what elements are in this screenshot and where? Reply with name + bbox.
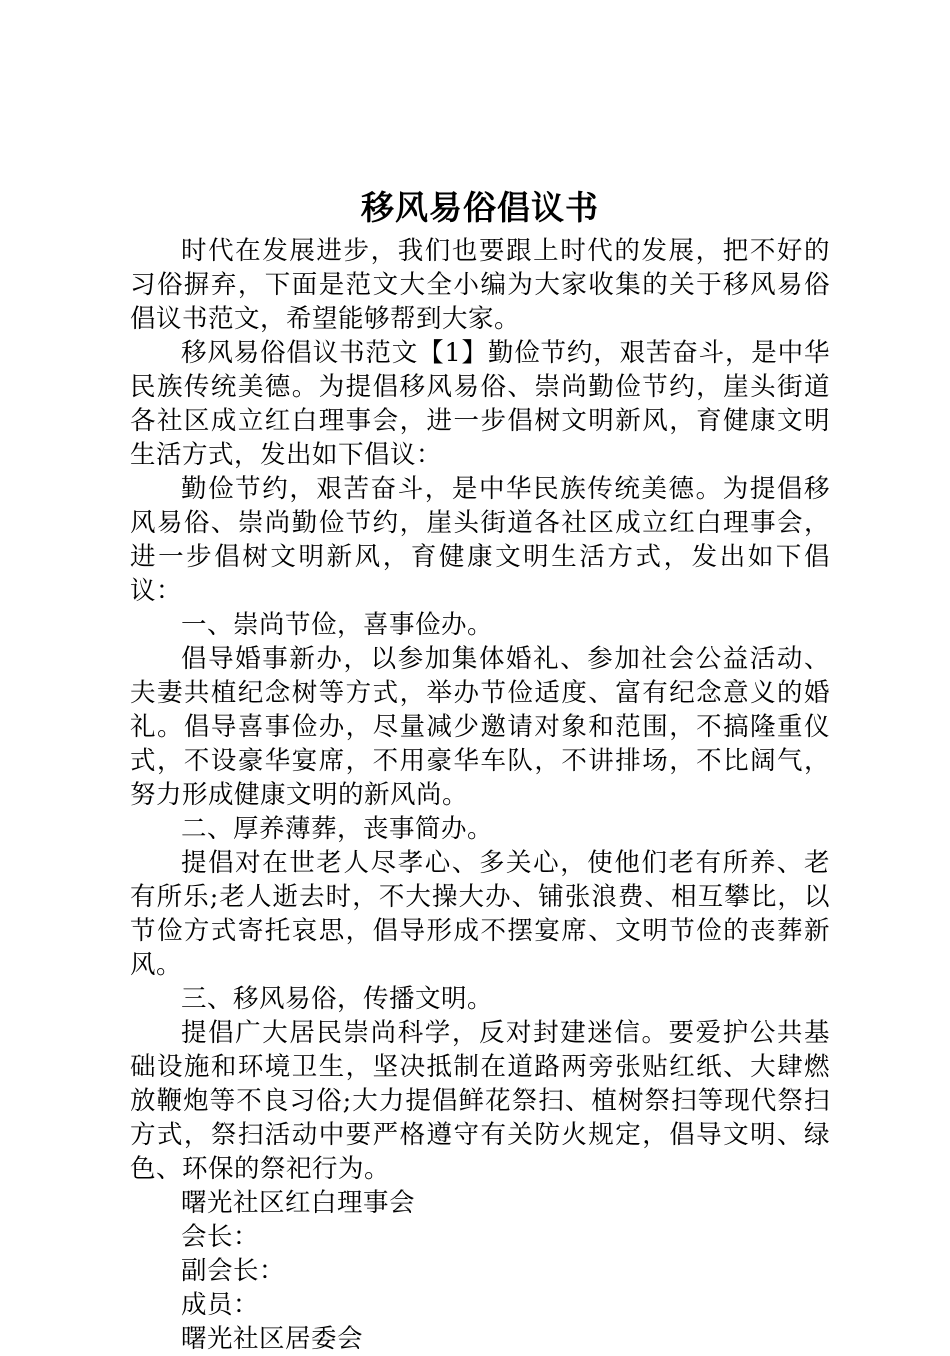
preamble-paragraph: 勤俭节约，艰苦奋斗，是中华民族传统美德。为提倡移风易俗、崇尚勤俭节约，崖头街道各社区成立红白理事会，进一步倡树文明新风，育健康文明生活方式，发出如下倡议： xyxy=(130,474,830,606)
section-heading-3: 三、移风易俗，传播文明。 xyxy=(181,984,494,1014)
section-body-2: 提倡对在世老人尽孝心、多关心，使他们老有所养、老有所乐;老人逝去时，不大操大办、铺张浪费、相互攀比，以节俭方式寄托哀思，倡导形成不摆宴席、文明节俭的丧葬新风。 xyxy=(130,848,830,980)
intro-paragraph: 时代在发展进步，我们也要跟上时代的发展，把不好的习俗摒弃，下面是范文大全小编为大家收集的关于移风易俗倡议书范文，希望能够帮到大家。 xyxy=(130,236,830,334)
document-page xyxy=(130,182,830,1356)
signature-committee: 曙光社区居委会 xyxy=(181,1324,364,1354)
signature-members: 成员： xyxy=(181,1290,260,1320)
sample-heading-paragraph: 移风易俗倡议书范文【1】勤俭节约，艰苦奋斗，是中华民族传统美德。为提倡移风易俗、崇尚勤俭节约，崖头街道各社区成立红白理事会，进一步倡树文明新风，育健康文明生活方式，发出如下倡议： xyxy=(130,338,830,470)
signature-organization: 曙光社区红白理事会 xyxy=(181,1188,416,1218)
document-title: 移风易俗倡议书 xyxy=(361,188,599,227)
section-heading-1: 一、崇尚节俭，喜事俭办。 xyxy=(181,610,494,640)
section-body-1: 倡导婚事新办，以参加集体婚礼、参加社会公益活动、夫妻共植纪念树等方式，举办节俭适度、富有纪念意义的婚礼。倡导喜事俭办，尽量减少邀请对象和范围，不搞隆重仪式，不设豪华宴席，不用豪华车队，不讲排场，不比阔气，努力形成健康文明的新风尚。 xyxy=(130,644,830,810)
signature-vice-president: 副会长： xyxy=(181,1256,286,1286)
signature-president: 会长： xyxy=(181,1222,260,1252)
section-heading-2: 二、厚养薄葬，丧事简办。 xyxy=(181,814,494,844)
section-body-3: 提倡广大居民崇尚科学，反对封建迷信。要爱护公共基础设施和环境卫生，坚决抵制在道路两旁张贴红纸、大肆燃放鞭炮等不良习俗;大力提倡鲜花祭扫、植树祭扫等现代祭扫方式，祭扫活动中要严格遵守有关防火规定，倡导文明、绿色、环保的祭祀行为。 xyxy=(130,1018,830,1184)
